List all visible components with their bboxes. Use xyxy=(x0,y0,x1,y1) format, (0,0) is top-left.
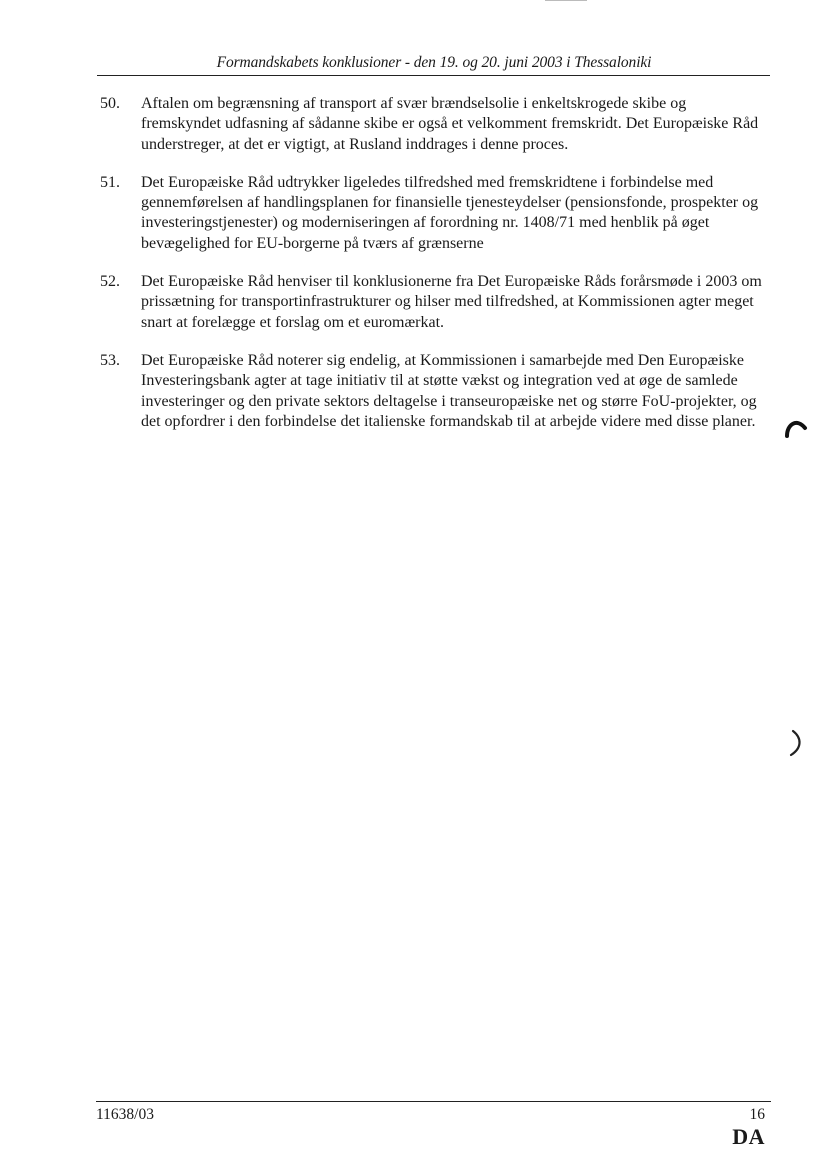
scan-mark-paren xyxy=(787,728,807,758)
item-text: Det Europæiske Råd noterer sig endelig, at Kommissionen i samarbejde med Den Europæiske Investeringsbank agter at tage initiativ til at støtte vækst og integration ved at øge de samlede investeringer og den private sektors deltagelse i transeuropæiske net og større FoU-projekter, og det opfordrer i den forbindelse det italienske formandskab til at arbejde videre med disse planer. xyxy=(141,351,757,430)
item-text: Aftalen om begrænsning af transport af svær brændselsolie i enkeltskrogede skibe og fremskyndet udfasning af sådanne skibe er også et velkomment fremskridt. Det Europæiske Råd understreger, at det er vigtigt, at Rusland inddrages i denne proces. xyxy=(141,95,759,153)
document-number: 11638/03 xyxy=(96,1106,154,1123)
language-code: DA xyxy=(732,1124,765,1149)
item-number: 51. xyxy=(100,173,120,191)
conclusion-item xyxy=(100,173,770,254)
footer-divider xyxy=(96,1101,771,1102)
page-header-title: Formandskabets konklusioner - den 19. og 20. juni 2003 i Thessaloniki xyxy=(216,54,652,71)
header-divider xyxy=(97,75,770,76)
scan-mark-arc xyxy=(783,416,809,442)
item-number: 53. xyxy=(100,351,120,369)
conclusion-item xyxy=(100,272,770,333)
item-text: Det Europæiske Råd henviser til konklusionerne fra Det Europæiske Råds forårsmøde i 2003 om prissætning for transportinfrastrukturer og hilser med tilfredshed, at Kommissionen agter meget snart at forelægge et forslag om et euromærkat. xyxy=(141,273,762,331)
conclusion-item xyxy=(100,94,770,155)
page-number: 16 xyxy=(749,1106,765,1123)
conclusion-list xyxy=(100,94,770,450)
conclusion-item xyxy=(100,351,770,432)
item-text: Det Europæiske Råd udtrykker ligeledes tilfredshed med fremskridtene i forbindelse med gennemførelsen af handlingsplanen for finansielle tjenesteydelser (pensionsfonde, prospekter og investeringstjenester) og moderniseringen af forordning nr. 1408/71 med henblik på øget bevægelighed for EU-borgerne på tværs af grænserne xyxy=(141,173,759,252)
item-number: 50. xyxy=(100,95,120,112)
scan-artifact-line xyxy=(545,0,587,1)
item-number: 52. xyxy=(100,273,120,291)
